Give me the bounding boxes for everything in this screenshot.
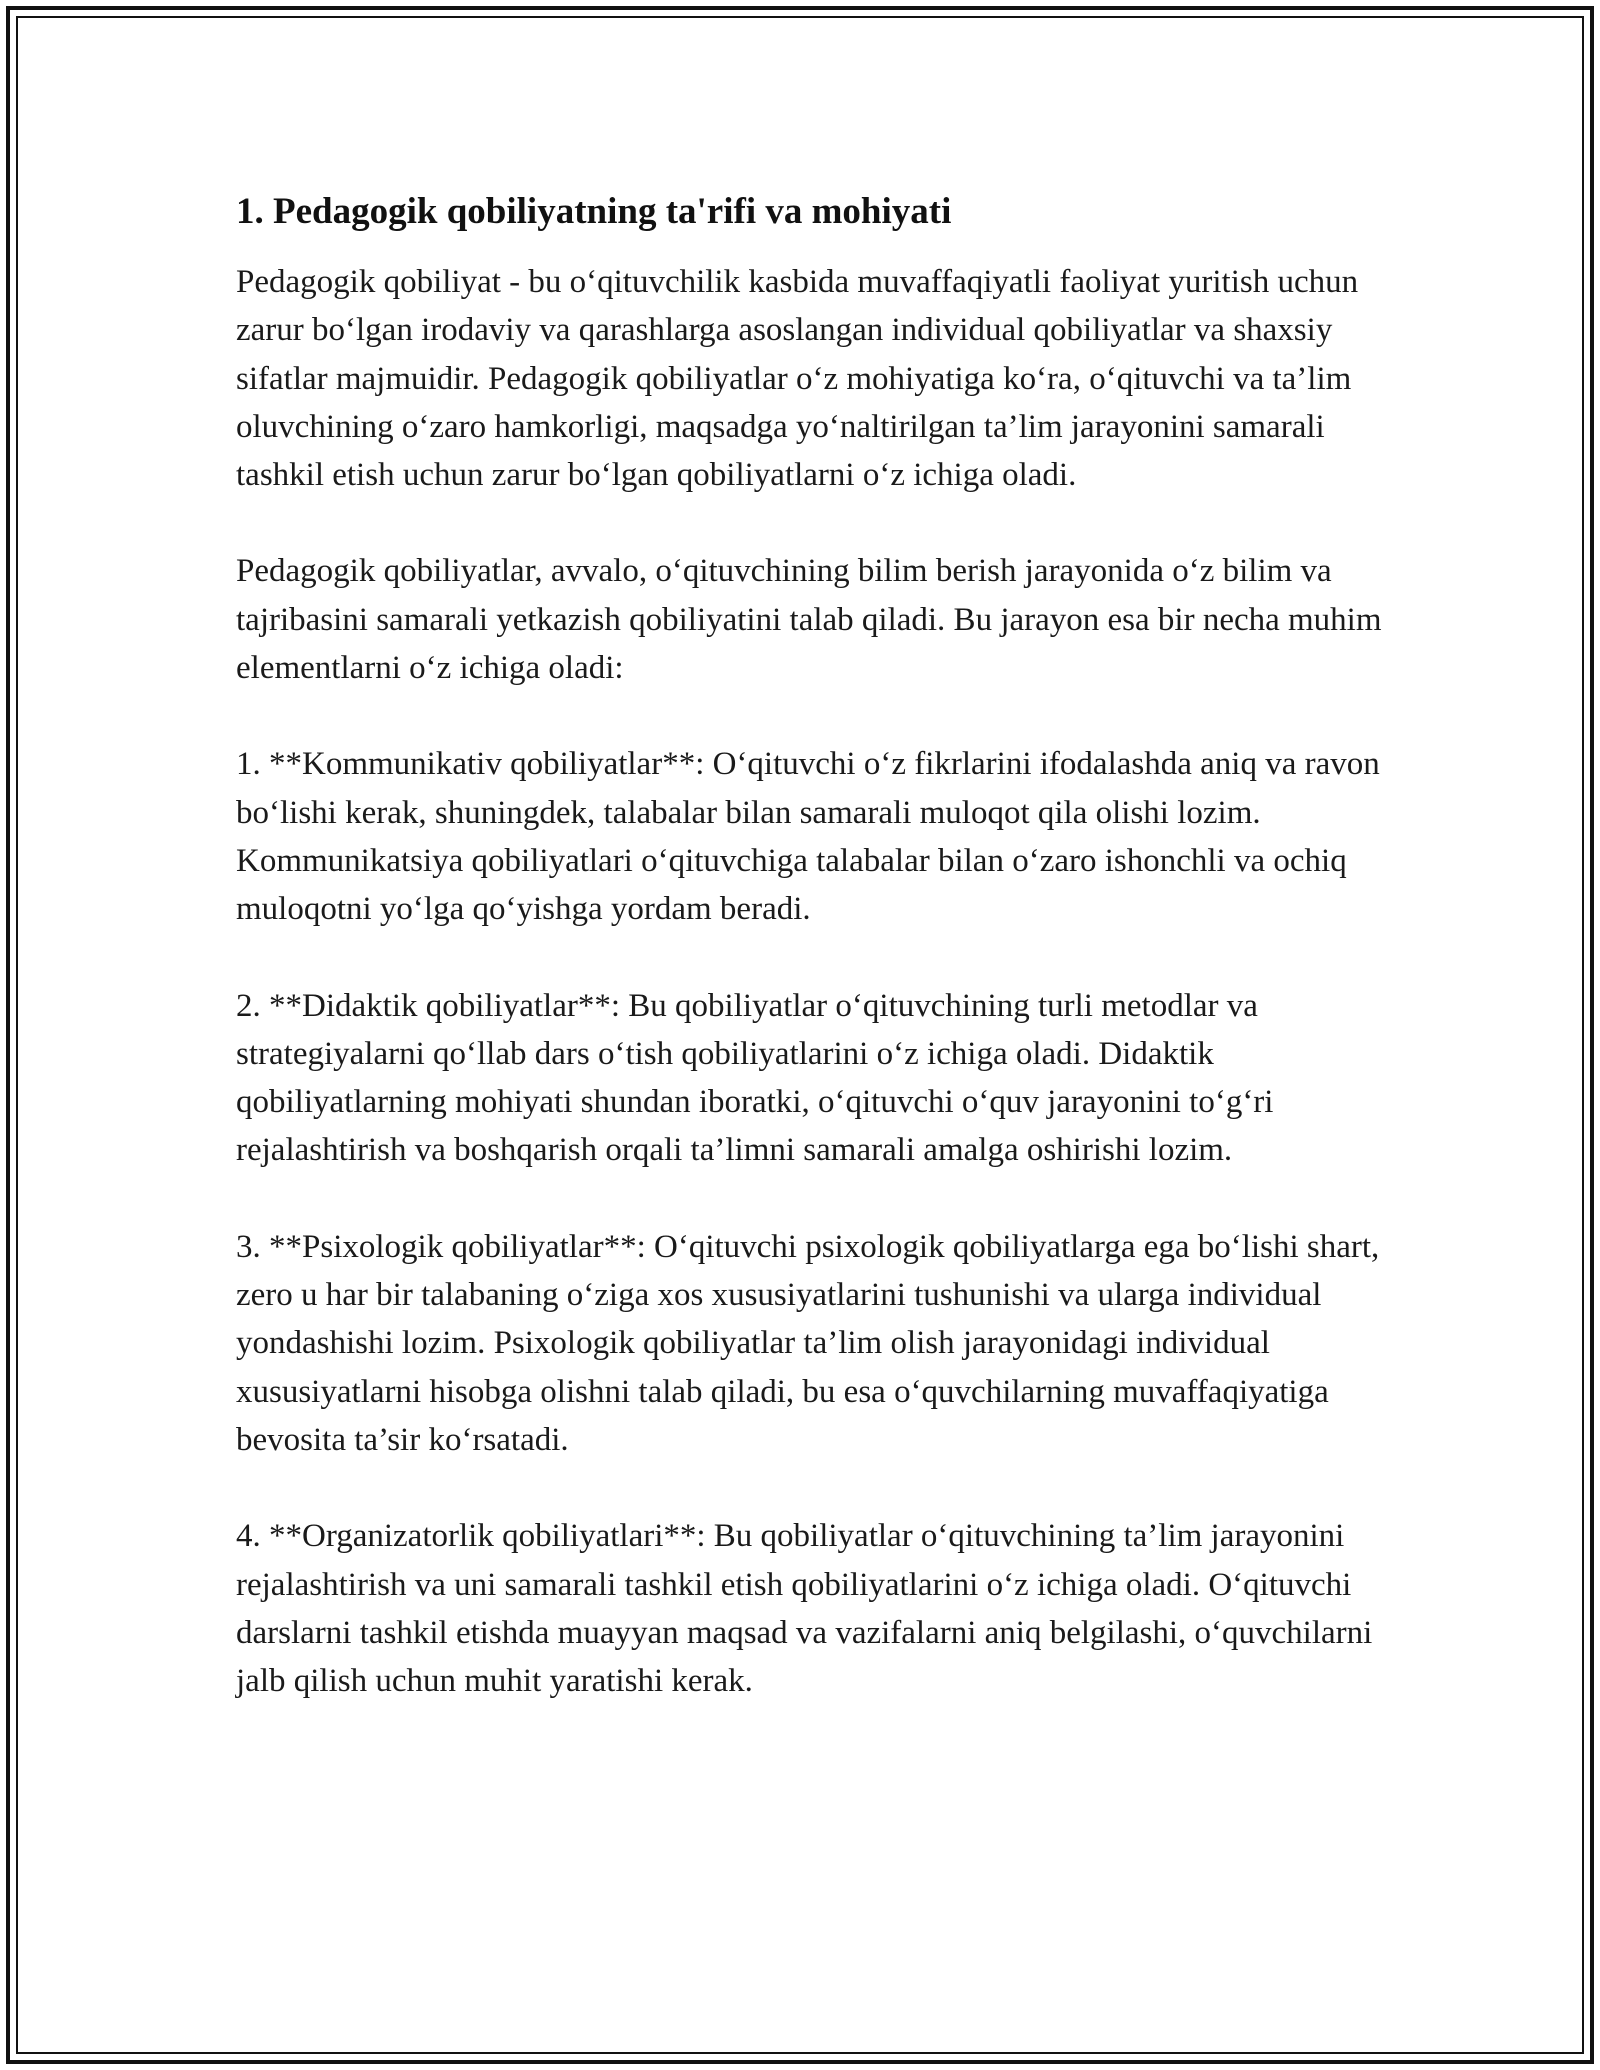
document-body	[236, 188, 1386, 1753]
paragraph-introduction: Pedagogik qobiliyatlar, avvalo, o‘qituvchining bilim berish jarayonida o‘z bilim va tajribasini samarali yetkazish qobiliyatini talab qiladi. Bu jarayon esa bir necha muhim elementlarni o‘z ichiga oladi:	[236, 553, 1382, 687]
section-heading: 1. Pedagogik qobiliyatning ta'rifi va mohiyati	[236, 191, 952, 232]
list-item-organizational: 4. **Organizatorlik qobiliyatlari**: Bu qobiliyatlar o‘qituvchining ta’lim jarayonini rejalashtirish va uni samarali tashkil etish qobiliyatlarini o‘z ichiga oladi. O‘qituvchi darslarni tashkil etishda muayyan maqsad va vazifalarni aniq belgilashi, o‘quvchilarni jalb qilish uchun muhit yaratishi kerak.	[236, 1518, 1373, 1700]
list-item-didactic: 2. **Didaktik qobiliyatlar**: Bu qobiliyatlar o‘qituvchining turli metodlar va strategiyalarni qo‘llab dars o‘tish qobiliyatlarini o‘z ichiga oladi. Didaktik qobiliyatlarning mohiyati shundan iboratki, o‘qituvchi o‘quv jarayonini to‘g‘ri rejalashtirish va boshqarish orqali ta’limni samarali amalga oshirishi lozim.	[236, 987, 1274, 1169]
list-item-communicative: 1. **Kommunikativ qobiliyatlar**: O‘qituvchi o‘z fikrlarini ifodalashda aniq va ravon bo‘lishi kerak, shuningdek, talabalar bilan samarali muloqot qila olishi lozim. Kommunikatsiya qobiliyatlari o‘qituvchiga talabalar bilan o‘zaro ishonchli va ochiq muloqotni yo‘lga qo‘yishga yordam beradi.	[236, 746, 1380, 928]
paragraph-definition: Pedagogik qobiliyat - bu o‘qituvchilik kasbida muvaffaqiyatli faoliyat yuritish uchun zarur bo‘lgan irodaviy va qarashlarga asoslangan individual qobiliyatlar va shaxsiy sifatlar majmuidir. Pedagogik qobiliyatlar o‘z mohiyatiga ko‘ra, o‘qituvchi va ta’lim oluvchining o‘zaro hamkorligi, maqsadga yo‘naltirilgan ta’lim jarayonini samarali tashkil etish uchun zarur bo‘lgan qobiliyatlarni o‘z ichiga oladi.	[236, 264, 1359, 494]
list-item-psychological: 3. **Psixologik qobiliyatlar**: O‘qituvchi psixologik qobiliyatlarga ega bo‘lishi shart, zero u har bir talabaning o‘ziga xos xususiyatlarini tushunishi va ularga individual yondashishi lozim. Psixologik qobiliyatlar ta’lim olish jarayonidagi individual xususiyatlarni hisobga olishni talab qiladi, bu esa o‘quvchilarning muvaffaqiyatiga bevosita ta’sir ko‘rsatadi.	[236, 1228, 1380, 1458]
